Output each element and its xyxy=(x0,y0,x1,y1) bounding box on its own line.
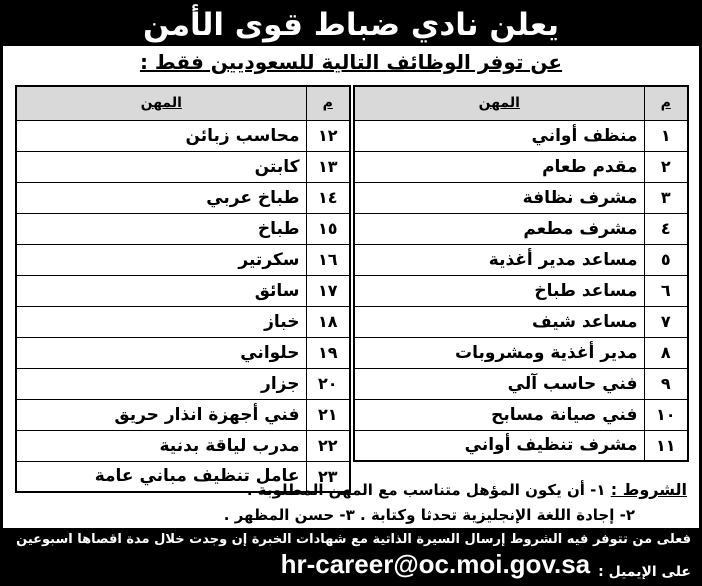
job-title: مدرب لياقة بدنية xyxy=(16,430,306,461)
job-number: ٨ xyxy=(644,337,688,368)
job-number: ٧ xyxy=(644,306,688,337)
job-number: ١ xyxy=(644,120,688,151)
job-title: مساعد مدير أغذية xyxy=(354,244,644,275)
table-row xyxy=(16,275,350,306)
table-row xyxy=(16,120,350,151)
job-number: ١١ xyxy=(644,430,688,461)
job-title: مشرف تنظيف أواني xyxy=(354,430,644,461)
table-row xyxy=(354,399,688,430)
job-number: ٦ xyxy=(644,275,688,306)
header-num: م xyxy=(644,86,688,120)
job-number: ٢٢ xyxy=(306,430,350,461)
ad-footer xyxy=(3,528,699,583)
email-address[interactable]: hr-career@oc.moi.gov.sa xyxy=(280,549,591,579)
job-title: طباخ xyxy=(16,213,306,244)
job-number: ١٠ xyxy=(644,399,688,430)
ad-subtitle: عن توفر الوظائف التالية للسعوديين فقط : xyxy=(139,50,563,74)
job-title: فني أجهزة انذار حريق xyxy=(16,399,306,430)
ad-title: يعلن نادي ضباط قوى الأمن xyxy=(142,6,560,43)
table-row xyxy=(16,244,350,275)
job-number: ٢٠ xyxy=(306,368,350,399)
job-title: مشرف مطعم xyxy=(354,213,644,244)
job-number: ١٦ xyxy=(306,244,350,275)
job-number: ١٩ xyxy=(306,337,350,368)
job-number: ٢١ xyxy=(306,399,350,430)
job-title: مساعد طباخ xyxy=(354,275,644,306)
job-title: مقدم طعام xyxy=(354,151,644,182)
ad-header xyxy=(3,3,699,46)
job-title: فني صيانة مسابح xyxy=(354,399,644,430)
job-title: طباخ عربي xyxy=(16,182,306,213)
conditions-title: الشروط : xyxy=(610,480,687,499)
footer-note: فعلى من تتوفر فيه الشروط إرسال السيرة الذاتية مع شهادات الخبرة إن وجدت خلال مدة اقصاها اسبوعين xyxy=(16,532,691,547)
job-number: ١٧ xyxy=(306,275,350,306)
table-row xyxy=(16,306,350,337)
table-row xyxy=(354,182,688,213)
conditions-section xyxy=(15,477,687,528)
header-job: المهن xyxy=(354,86,644,120)
table-row xyxy=(354,120,688,151)
table-row xyxy=(16,337,350,368)
header-job: المهن xyxy=(16,86,306,120)
job-number: ٤ xyxy=(644,213,688,244)
job-title: مدير أغذية ومشروبات xyxy=(354,337,644,368)
job-number: ٢ xyxy=(644,151,688,182)
job-title: منظف أواني xyxy=(354,120,644,151)
table-row xyxy=(354,213,688,244)
table-row xyxy=(354,430,688,461)
job-title: خباز xyxy=(16,306,306,337)
job-number: ٥ xyxy=(644,244,688,275)
job-title: محاسب زبائن xyxy=(16,120,306,151)
job-title: عامل تنظيف مباني عامة xyxy=(16,461,306,492)
conditions-line-2: ٢- إجادة اللغة الإنجليزية تحدثا وكتابة . ٣- حسن المظهر . xyxy=(223,506,635,524)
header-num: م xyxy=(306,86,350,120)
footer-email-row xyxy=(13,549,691,580)
job-title: سكرتير xyxy=(16,244,306,275)
table-row xyxy=(354,306,688,337)
table-row xyxy=(354,275,688,306)
job-title: مشرف نظافة xyxy=(354,182,644,213)
job-title: حلواني xyxy=(16,337,306,368)
job-number: ١٨ xyxy=(306,306,350,337)
job-title: فني حاسب آلي xyxy=(354,368,644,399)
job-number: ٣ xyxy=(644,182,688,213)
condition-1: ١- أن يكون المؤهل متناسب مع المهن المطلوبة . xyxy=(246,481,606,499)
conditions-line-1 xyxy=(15,477,687,503)
table-row xyxy=(16,151,350,182)
table-row xyxy=(16,430,350,461)
job-number: ١٥ xyxy=(306,213,350,244)
table-row xyxy=(354,368,688,399)
table-header-row xyxy=(16,86,350,120)
table-row xyxy=(354,244,688,275)
job-title: جزار xyxy=(16,368,306,399)
table-row xyxy=(16,213,350,244)
job-title: سائق xyxy=(16,275,306,306)
table-header-row xyxy=(354,86,688,120)
jobs-table-right xyxy=(353,85,689,462)
job-number: ١٢ xyxy=(306,120,350,151)
job-number: ١٣ xyxy=(306,151,350,182)
job-title: مساعد شيف xyxy=(354,306,644,337)
job-number: ١٤ xyxy=(306,182,350,213)
job-number: ٢٣ xyxy=(306,461,350,492)
job-number: ٩ xyxy=(644,368,688,399)
job-title: كابتن xyxy=(16,151,306,182)
table-row xyxy=(354,151,688,182)
table-row xyxy=(354,337,688,368)
table-row xyxy=(16,399,350,430)
email-label: على الإيميل : xyxy=(598,564,691,580)
table-row xyxy=(16,182,350,213)
jobs-table-left xyxy=(15,85,351,493)
table-row xyxy=(16,368,350,399)
